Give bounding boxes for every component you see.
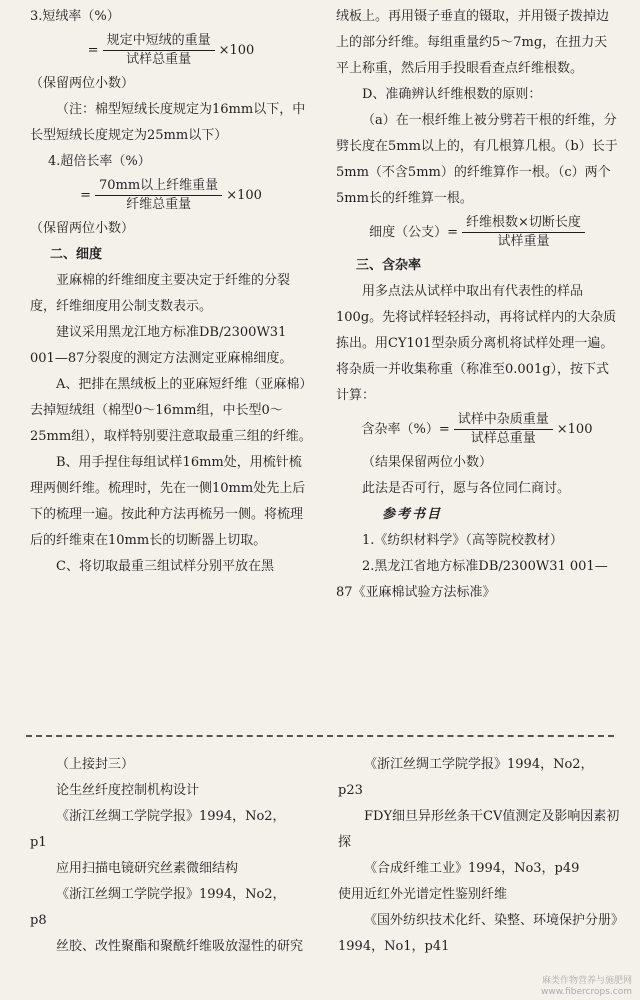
paragraph: 亚麻棉的纤维细度主要决定于纤维的分裂度，纤维细度用公制支数表示。 xyxy=(30,273,291,314)
formula-multiplier: ×100 xyxy=(226,187,262,203)
continued-list-left xyxy=(30,752,320,960)
paragraph: 用多点法从试样中取出有代表性的样品100g。先将试样轻轻抖动，再将试样内的大杂质拣出。用CY101型杂质分离机将试样处理一遍。将杂质一并收集称重（称准至0.001g），按下式计算： xyxy=(336,284,617,403)
paragraph: A、把排在黑绒板上的亚麻短纤维（亚麻棉）去掉短绒组（棉型0～16mm组，中长型0～25mm组），取样特别要注意取最重三组的纤维。 xyxy=(30,377,312,444)
formula-fraction xyxy=(95,177,222,214)
paragraph: 建议采用黑龙江地方标准DB/2300W31 001—87分裂度的测定方法测定亚麻棉细度。 xyxy=(30,325,293,366)
formula-denominator: 纤维总重量 xyxy=(126,197,192,212)
continued-list-right xyxy=(338,752,628,960)
formula-multiplier: ×100 xyxy=(218,42,255,58)
impurity-formula xyxy=(336,411,618,448)
formula-lhs: 含杂率（%）= xyxy=(361,421,450,437)
list-item: 《浙江丝绸工学院学报》1994，No2， xyxy=(56,809,286,824)
list-item: 《浙江丝绸工学院学报》1994，No2， xyxy=(364,757,594,772)
list-item: 论生丝纤度控制机构设计 xyxy=(56,783,200,798)
site-watermark xyxy=(541,976,632,998)
decimal-note: （保留两位小数） xyxy=(30,221,135,236)
list-item: FDY细旦异形丝条干CV值测定及影响因素初探 xyxy=(338,809,620,850)
list-item: 丝胶、改性聚酯和聚酰纤维吸放湿性的研究 xyxy=(56,939,304,954)
formula-numerator: 规定中短绒的重量 xyxy=(103,32,215,51)
list-item: 《合成纤维工业》1994，No3，p49 xyxy=(364,861,580,876)
decimal-note: （结果保留两位小数） xyxy=(362,455,493,470)
left-column xyxy=(30,4,312,580)
watermark-line: www.fibercrops.com xyxy=(541,987,632,997)
short-fiber-rate-title: 3.短绒率（%） xyxy=(30,9,120,24)
formula-lhs: = xyxy=(87,42,99,58)
formula-fraction xyxy=(454,411,553,448)
short-fiber-note: （注：棉型短绒长度规定为16mm以下，中长型短绒长度规定为25mm以下） xyxy=(30,102,306,143)
formula-numerator: 试样中杂质重量 xyxy=(454,411,553,430)
formula-multiplier: ×100 xyxy=(556,421,593,437)
list-item: 《国外纺织技术化纤、染整、环境保护分册》1994，No1，p41 xyxy=(338,913,625,954)
formula-fraction xyxy=(103,32,215,69)
list-item: p1 xyxy=(30,835,47,850)
section-heading-impurity: 三、含杂率 xyxy=(356,258,422,273)
list-item: p8 xyxy=(30,913,47,928)
fineness-formula xyxy=(336,214,618,251)
decimal-note: （保留两位小数） xyxy=(30,76,135,91)
formula-denominator: 试样总重量 xyxy=(126,52,192,67)
formula-lhs: = xyxy=(80,187,91,203)
reference-item: 2.黑龙江省地方标准DB/2300W31 001—87《亚麻棉试验方法标准》 xyxy=(336,559,608,600)
short-fiber-rate-formula xyxy=(30,32,312,69)
formula-numerator: 70mm以上纤维重量 xyxy=(95,177,222,196)
formula-denominator: 试样总重量 xyxy=(470,431,536,446)
section-divider xyxy=(26,735,614,737)
formula-denominator: 试样重量 xyxy=(497,234,550,249)
section-heading-fineness: 二、细度 xyxy=(50,247,103,262)
list-item: 应用扫描电镜研究丝素微细结构 xyxy=(56,861,239,876)
formula-lhs: 细度（公支）= xyxy=(369,224,458,240)
list-item: 《浙江丝绸工学院学报》1994，No2， xyxy=(56,887,286,902)
watermark-line: 麻类作物营养与施肥网 xyxy=(541,976,632,986)
over-length-rate-formula xyxy=(30,177,312,214)
paragraph: B、用手捏住每组试样16mm处，用梳针梳理两侧纤维。梳理时，先在一侧10mm处先上后下的梳理一遍。按此种方法再梳另一侧。将梳理后的纤维束在10mm长的切断器上切取。 xyxy=(30,455,306,548)
formula-fraction xyxy=(462,214,585,251)
list-item: 使用近红外光谱定性鉴别纤维 xyxy=(338,887,508,902)
paragraph: 绒板上。再用镊子垂直的镊取，并用镊子拨掉边上的部分纤维。每组重量约5～7mg，在扭力天平上称重，然后用手投眼看查点纤维根数。 xyxy=(336,9,610,76)
right-column xyxy=(336,4,618,606)
references-title: 参考书目 xyxy=(382,507,443,522)
reference-item: 1.《纺织材料学》（高等院校教材） xyxy=(362,533,563,548)
list-item: p23 xyxy=(338,783,363,798)
paragraph: （a）在一根纤维上被分劈若干根的纤维，分劈长度在5mm以上的，有几根算几根。（b）长于5mm（不含5mm）的纤维算作一根。（c）两个5mm长的纤维算一根。 xyxy=(336,113,618,206)
paragraph: D、准确辨认纤维根数的原则： xyxy=(362,87,542,102)
closing-remark: 此法是否可行，愿与各位同仁商讨。 xyxy=(362,481,571,496)
formula-numerator: 纤维根数×切断长度 xyxy=(462,214,585,233)
paragraph: C、将切取最重三组试样分别平放在黑 xyxy=(56,559,274,574)
continued-note: （上接封三） xyxy=(56,757,135,772)
over-length-rate-title: 4.超倍长率（%） xyxy=(48,154,151,169)
